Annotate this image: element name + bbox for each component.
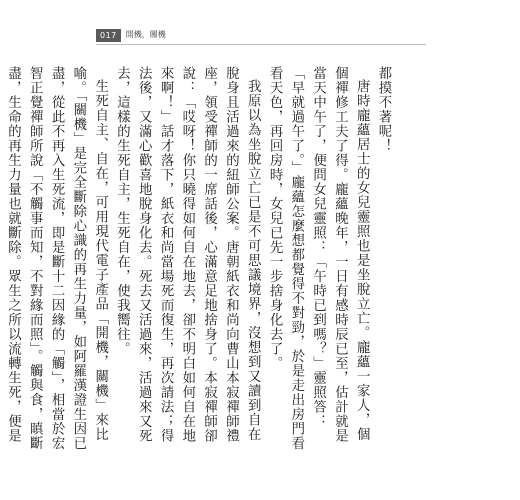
paragraph-continuation: 都摸不著呢！	[376, 66, 391, 153]
body-text	[5, 66, 394, 452]
header-divider	[96, 44, 426, 45]
paragraph-pang-yun: 唐時龐蘊居士的女兒靈照也是坐脫立亡。龐蘊一家人，個個禪修工夫了得。龐蘊晚年，一日有感時辰已至，估計就是當天中午了，便問女兒靈照：「午時已到嗎？」靈照答：「早就過午了。」龐蘊怎麼想都覺得不對勁，於是走出房門看看天色，再回房時，女兒已先一步捨身化去了。	[267, 66, 370, 451]
running-header	[96, 28, 166, 42]
page-number: 017	[96, 29, 121, 42]
paragraph-paper-robe-monk: 我原以為坐脫立亡已是不可思議境界，沒想到又讀到自在脫身且活過來的紐師公案。唐朝紙衣和尚向曹山本寂禪師禮座，領受禪師的一席話後，心滿意足地捨身了。本寂禪師卻說：「哎呀！你只曉得如何自在地去，卻不明白如何自在地來啊！」話才落下，紙衣和尚當場死而復生，再次請法；得法後，又滿心歡喜地脫身化去。死去又活過來，活過來又死去，這樣的生死自主，生死自在，使我嚮往。	[114, 66, 261, 443]
running-title: 開機，關機	[125, 30, 166, 39]
paragraph-power-on-off: 生死自主、自在，可用現代電子產品「開機，關機」來比喻。「關機」是完全斷除心識的再生力量，如阿羅漢證生因已盡，從此不再入生死流，即是斷十二因緣的「觸」，相當於宏智正覺禪師所說「不觸事而知，不對緣而照」。觸與食，瞋斷盡，生命的再生力量也就斷除。眾生之所以流轉生死，便是	[5, 66, 108, 451]
